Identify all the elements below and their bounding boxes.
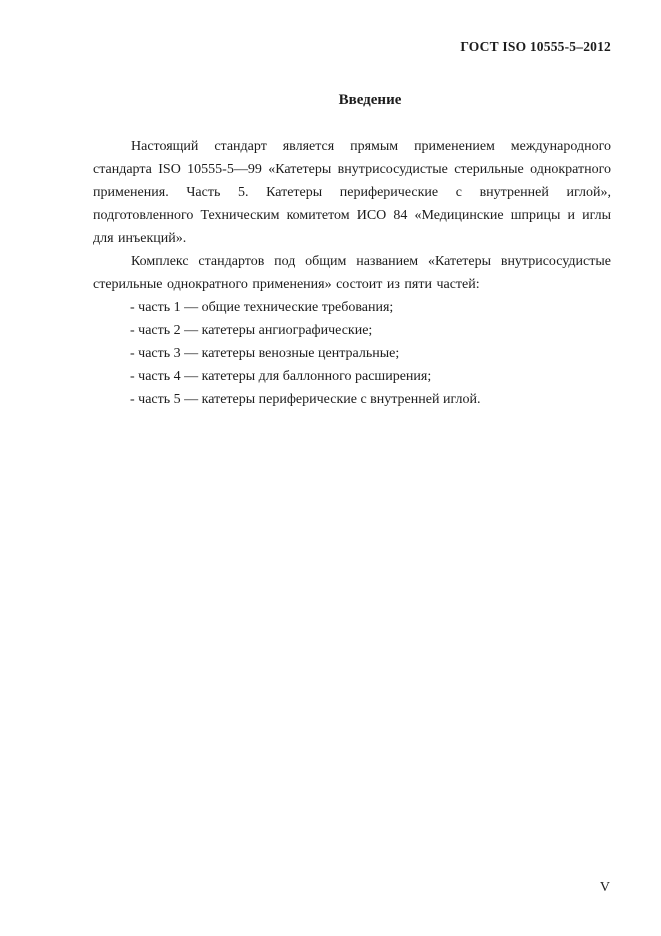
parts-list — [130, 296, 611, 411]
list-item-part-4: - часть 4 — катетеры для баллонного расширения; — [130, 369, 432, 384]
list-item-part-1: - часть 1 — общие технические требования; — [130, 300, 394, 315]
list-item-part-5: - часть 5 — катетеры периферические с внутренней иглой. — [130, 392, 481, 407]
intro-paragraph-1: Настоящий стандарт является прямым применением международного стандарта ISO 10555-5—99 «Катетеры внутрисосудистые стерильные однократного применения. Часть 5. Катетеры периферические с внутренней иглой», подготовленного Техническим комитетом ИСО 84 «Медицинские шприцы и иглы для инъекций». — [93, 139, 611, 246]
list-item-part-2: - часть 2 — катетеры ангиографические; — [130, 323, 373, 338]
page-title: Введение — [338, 92, 402, 108]
body-text — [0, 135, 661, 411]
page-number: V — [599, 880, 610, 895]
intro-paragraph-2: Комплекс стандартов под общим названием «Катетеры внутрисосудистые стерильные однократного применения» состоит из пяти частей: — [93, 254, 611, 292]
list-item-part-3: - часть 3 — катетеры венозные центральные; — [130, 346, 400, 361]
document-header: ГОСТ ISO 10555-5–2012 — [460, 39, 611, 54]
